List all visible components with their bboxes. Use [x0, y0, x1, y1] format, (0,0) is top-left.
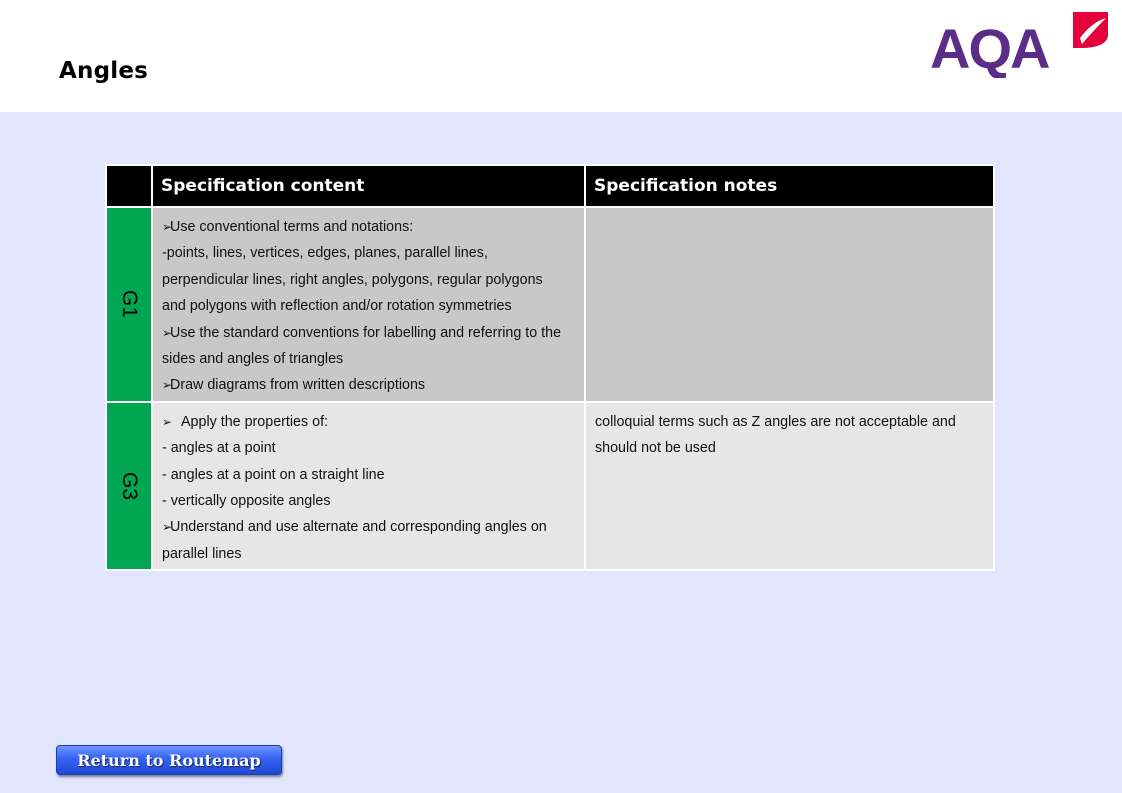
- table-header-row: [106, 165, 994, 207]
- aqa-logo-icon: [930, 8, 1112, 78]
- notes-cell: [585, 207, 994, 402]
- table-header-notes: Specification notes: [585, 165, 994, 207]
- arrow-bullet-icon: ➢: [162, 378, 173, 393]
- table-row: [106, 402, 994, 570]
- notes-cell: [585, 402, 994, 570]
- content-line: ➢Draw diagrams from written descriptions: [162, 372, 575, 398]
- content-line: sides and angles of triangles: [162, 351, 344, 368]
- arrow-bullet-icon: ➢: [162, 520, 173, 535]
- notes-line: should not be used: [595, 440, 716, 457]
- specification-table: [105, 164, 995, 571]
- content-line: and polygons with reflection and/or rotation symmetries: [162, 298, 512, 315]
- content-line: - vertically opposite angles: [162, 493, 331, 510]
- content-line: - angles at a point: [162, 440, 276, 457]
- content-line: parallel lines: [162, 545, 242, 562]
- content-line: perpendicular lines, right angles, polygons, regular polygons: [162, 271, 543, 288]
- row-code: G1: [117, 290, 141, 319]
- row-code: G3: [117, 472, 141, 501]
- content-cell: [152, 207, 585, 402]
- table-row: [106, 207, 994, 402]
- content-line: -points, lines, vertices, edges, planes, parallel lines,: [162, 245, 488, 262]
- table-header-code: [106, 165, 152, 207]
- content-line: ➢Understand and use alternate and corresponding angles on: [162, 514, 575, 540]
- content-line: - angles at a point on a straight line: [162, 466, 385, 483]
- arrow-bullet-icon: ➢: [162, 220, 173, 234]
- content-cell: [152, 402, 585, 570]
- row-code-cell: [106, 402, 152, 570]
- return-to-routemap-button[interactable]: Return to Routemap: [56, 745, 282, 775]
- arrow-bullet-icon: ➢: [162, 414, 173, 429]
- notes-line: colloquial terms such as Z angles are not acceptable and: [595, 413, 956, 430]
- header-bar: [0, 0, 1122, 112]
- content-line: ➢Use conventional terms and notations:: [162, 214, 575, 240]
- table-header-content: Specification content: [152, 165, 585, 207]
- page-title: Angles: [59, 58, 149, 84]
- row-code-cell: [106, 207, 152, 402]
- aqa-logo-text: AQA: [930, 17, 1049, 78]
- content-line: ➢ Apply the properties of:: [162, 409, 575, 435]
- arrow-bullet-icon: ➢: [162, 325, 173, 340]
- content-line: ➢Use the standard conventions for labelling and referring to the: [162, 320, 575, 346]
